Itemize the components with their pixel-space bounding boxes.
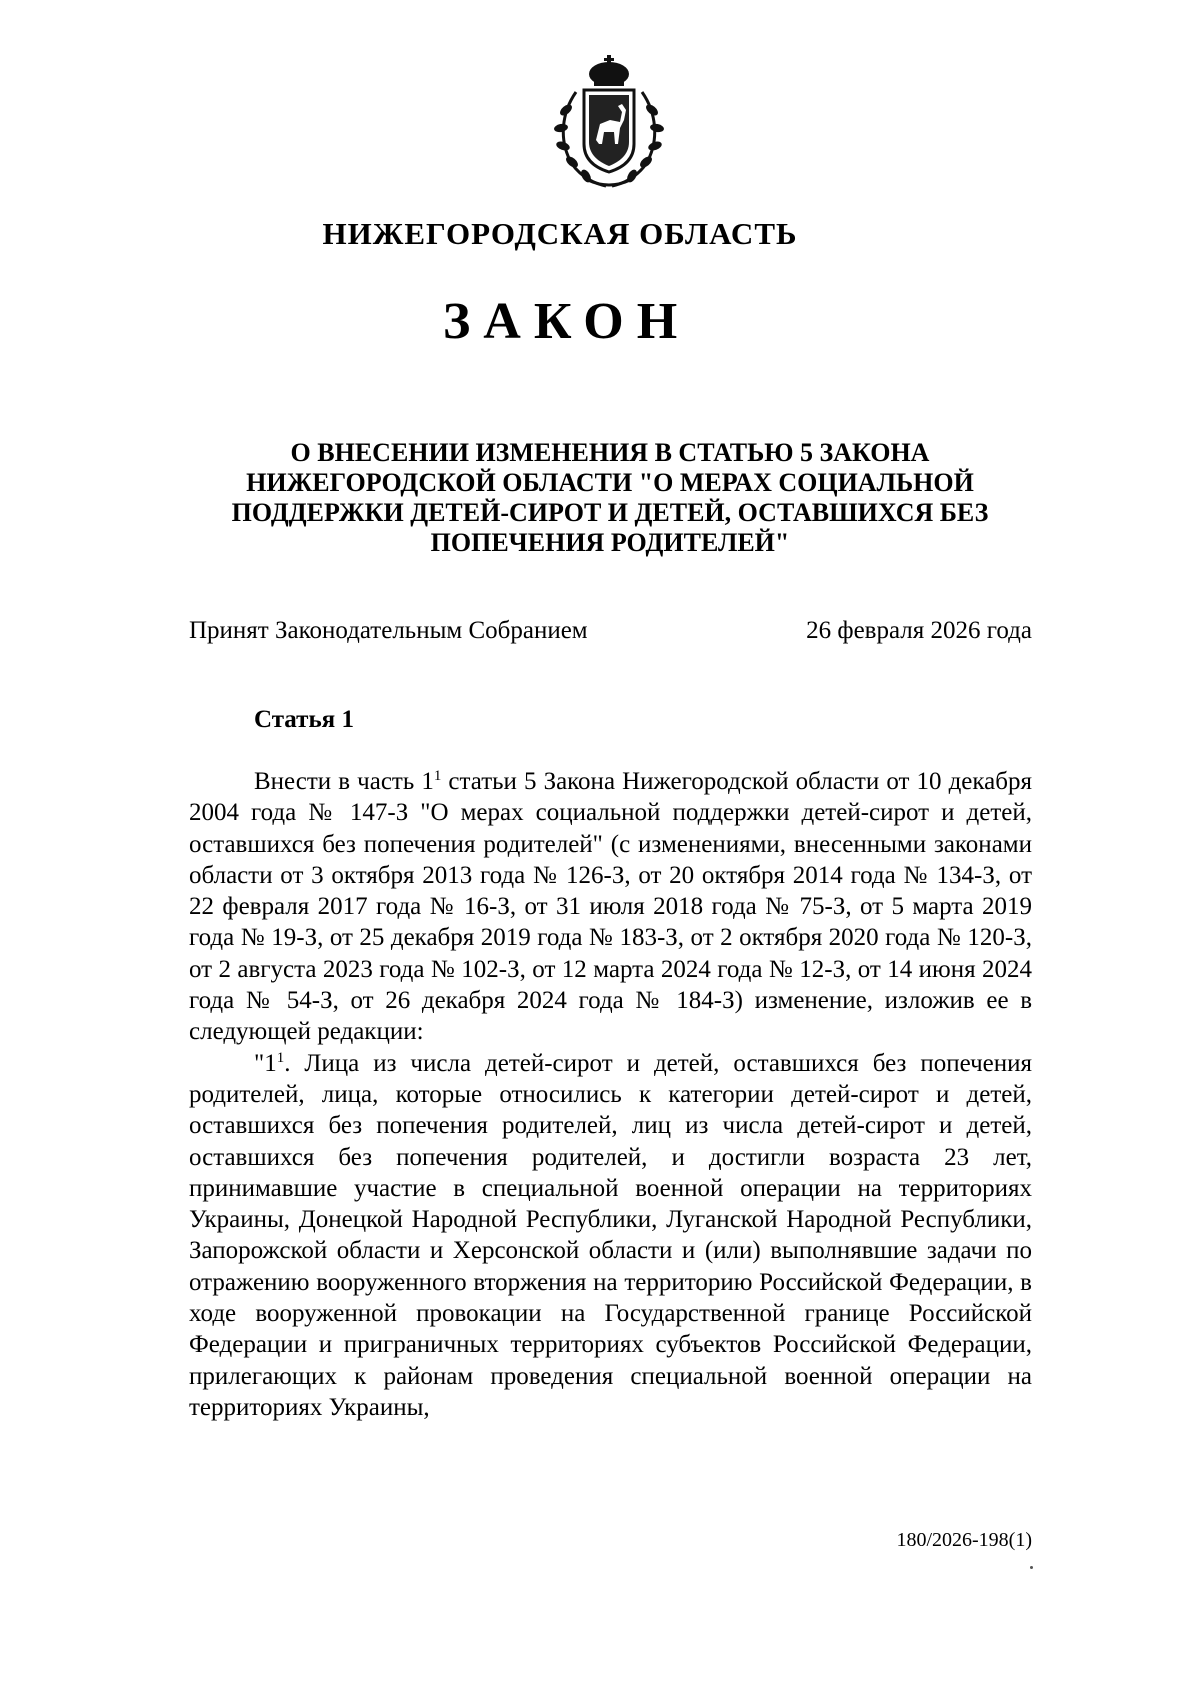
adoption-date: 26 февраля 2026 года [806,617,1032,644]
superscript: 1 [433,768,442,784]
law-title-line: О ВНЕСЕНИИ ИЗМЕНЕНИЯ В СТАТЬЮ 5 ЗАКОНА [290,438,930,467]
region-name: НИЖЕГОРОДСКАЯ ОБЛАСТЬ [322,216,798,251]
article-body [189,766,1032,1423]
document-type: ЗАКОН [442,293,691,350]
law-title [200,438,1020,558]
intro-text-start: Внести в часть 1 [254,768,434,795]
superscript: 1 [276,1049,285,1066]
amendment-paragraph [189,1048,1032,1424]
amendment-text-rest: . Лица из числа детей-сирот и детей, оставшихся без попечения родителей, лица, которые относились к категории детей-сирот и детей, оставшихся без попечения родителей, лиц из числа детей-сирот и детей, оставшихся без попечения родителей, и достигли возраста 23 лет, принимавшие участие в специальной военной операции на территориях Украины, Донецкой Народной Республики, Луганской Народной Республики, Запорожской области и Херсонской области и (или) выполнявшие задачи по отражению вооруженного вторжения на территорию Российской Федерации, в ходе вооруженной провокации на Государственной границе Российской Федерации и приграничных территориях субъектов Российской Федерации, прилегающих к районам проведения специальной военной операции на территориях Украины, [189,1049,1032,1421]
law-title-line: ПОПЕЧЕНИЯ РОДИТЕЛЕЙ" [430,528,790,557]
law-title-line: ПОДДЕРЖКИ ДЕТЕЙ-СИРОТ И ДЕТЕЙ, ОСТАВШИХСЯ БЕЗ [231,498,989,527]
coat-of-arms-icon [548,52,670,190]
law-title-line: НИЖЕГОРОДСКОЙ ОБЛАСТИ "О МЕРАХ СОЦИАЛЬНОЙ [246,468,974,497]
amendment-text-start: "1 [254,1049,277,1077]
document-number: 180/2026-198(1) [896,1529,1032,1551]
scan-speck [1030,1566,1033,1569]
article-heading: Статья 1 [254,706,354,733]
article-intro-paragraph [189,766,1032,1048]
intro-text-rest: статьи 5 Закона Нижегородской области от 10 декабря 2004 года № 147-З "О мерах социальной поддержки детей-сирот и детей, оставшихся без попечения родителей" (с изменениями, внесенными законами области от 3 октября 2013 года № 126-З, от 20 октября 2014 года № 134-З, от 22 февраля 2017 года № 16-З, от 31 июля 2018 года № 75-З, от 5 марта 2019 года № 19-З, от 25 декабря 2019 года № 183-З, от 2 октября 2020 года № 120-З, от 2 августа 2023 года № 102-З, от 12 марта 2024 года № 12-З, от 14 июня 2024 года № 54-З, от 26 декабря 2024 года № 184-З) изменение, изложив ее в следующей редакции: [189,768,1032,1046]
adopted-by: Принят Законодательным Собранием [189,617,588,644]
